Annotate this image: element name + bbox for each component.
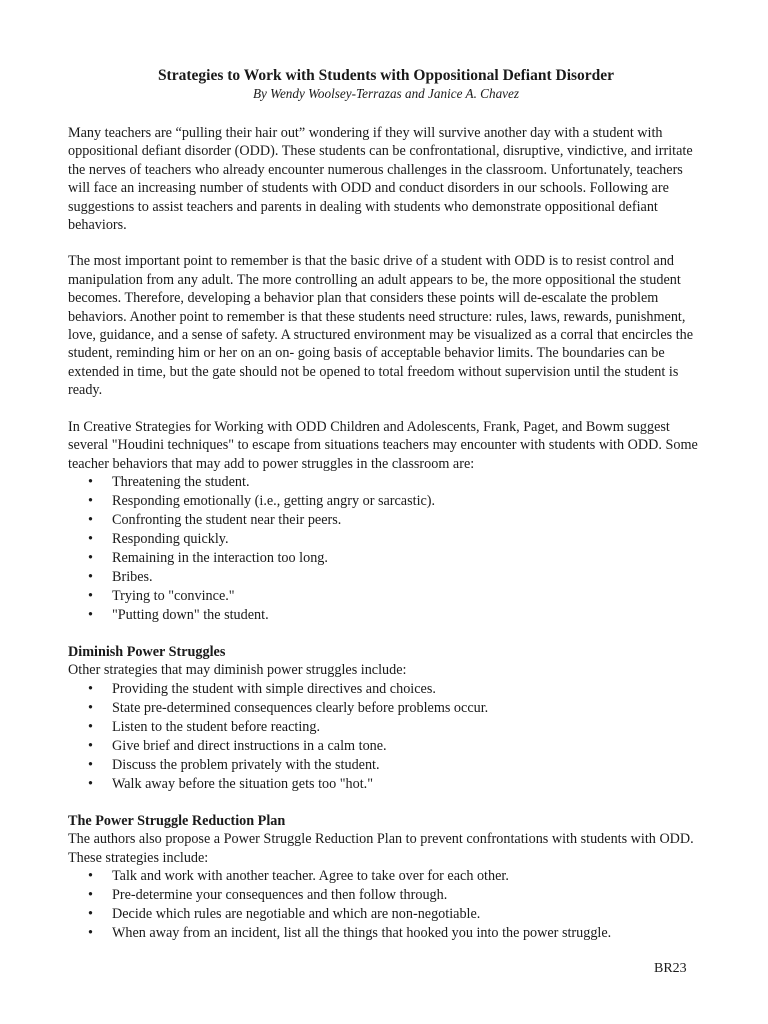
list-item-text: Give brief and direct instructions in a calm tone. (112, 737, 387, 754)
list-item-text: Threatening the student. (112, 473, 250, 490)
reduction-plan-list (68, 867, 704, 943)
bullet-icon: • (88, 606, 93, 623)
bullet-icon: • (88, 867, 93, 884)
list-item (68, 492, 704, 511)
document-byline: By Wendy Woolsey-Terrazas and Janice A. Chavez (252, 86, 520, 101)
list-item-text: Responding emotionally (i.e., getting angry or sarcastic). (112, 492, 436, 509)
document-page (68, 66, 704, 961)
bullet-icon: • (88, 587, 93, 604)
list-item (68, 511, 704, 530)
list-item-text: Discuss the problem privately with the student. (112, 756, 380, 773)
paragraph-intro: Many teachers are “pulling their hair out” wondering if they will survive another day with a student with oppositional defiant disorder (ODD). These students can be confrontational, disruptive, vindictive, and irritate the nerves of teachers who already encounter numerous challenges in the classroom. Unfortunately, teachers will face an increasing number of students with ODD and conduct disorders in our schools. Following are suggestions to assist teachers and parents in dealing with students who demonstrate oppositional defiant behaviors. (68, 125, 693, 234)
list-item (68, 530, 704, 549)
section-intro-reduction-plan: The authors also propose a Power Struggle Reduction Plan to prevent confrontations with students with ODD. These strategies include: (68, 831, 694, 866)
list-item-text: Trying to "convince." (112, 587, 235, 604)
list-item (68, 737, 704, 756)
bullet-icon: • (88, 924, 93, 941)
bullet-icon: • (88, 905, 93, 922)
bullet-icon: • (88, 530, 93, 547)
list-item-text: Providing the student with simple directives and choices. (112, 680, 436, 697)
list-item-text: Responding quickly. (112, 530, 229, 547)
list-item-text: State pre-determined consequences clearly before problems occur. (112, 699, 489, 716)
list-item (68, 680, 704, 699)
paragraph-basic-drive: The most important point to remember is that the basic drive of a student with ODD is to resist control and manipulation from any adult. The more controlling an adult appears to be, the more oppositional the student becomes. Therefore, developing a behavior plan that considers these points will de-escalate the problem behaviors. Another point to remember is that these students need structure: rules, laws, rewards, punishment, love, guidance, and a sense of safety. A structured environment may be visualized as a corral that encircles the student, reminding him or her on an on- going basis of acceptable behavior limits. The boundaries can be extended in time, but the gate should not be opened to total freedom without supervision until the student is ready. (68, 253, 694, 399)
teacher-behaviors-list (68, 473, 704, 625)
bullet-icon: • (88, 492, 93, 509)
bullet-icon: • (88, 756, 93, 773)
paragraph-houdini-techniques: In Creative Strategies for Working with ODD Children and Adolescents, Frank, Paget, and Bowm suggest several "Houdini techniques" to escape from situations teachers may encounter with students with ODD. Some teacher behaviors that may add to power struggles in the classroom are: (68, 418, 698, 472)
list-item (68, 473, 704, 492)
section-intro-diminish: Other strategies that may diminish power struggles include: (68, 662, 407, 679)
list-item-text: When away from an incident, list all the things that hooked you into the power struggle. (112, 924, 612, 941)
list-item-text: Confronting the student near their peers. (112, 511, 342, 528)
list-item-text: "Putting down" the student. (112, 606, 269, 623)
list-item (68, 775, 704, 794)
bullet-icon: • (88, 699, 93, 716)
section-heading-power-struggle-reduction-plan: The Power Struggle Reduction Plan (68, 812, 286, 829)
list-item (68, 756, 704, 775)
bullet-icon: • (88, 737, 93, 754)
document-title: Strategies to Work with Students with Oppositional Defiant Disorder (157, 67, 615, 84)
bullet-icon: • (88, 473, 93, 490)
diminish-strategies-list (68, 680, 704, 794)
bullet-icon: • (88, 680, 93, 697)
section-heading-diminish-power-struggles: Diminish Power Struggles (68, 643, 226, 660)
list-item (68, 867, 704, 886)
list-item-text: Bribes. (112, 568, 153, 585)
list-item (68, 699, 704, 718)
list-item (68, 905, 704, 924)
list-item-text: Decide which rules are negotiable and which are non-negotiable. (112, 905, 481, 922)
list-item (68, 587, 704, 606)
bullet-icon: • (88, 511, 93, 528)
bullet-icon: • (88, 718, 93, 735)
list-item-text: Talk and work with another teacher. Agree to take over for each other. (112, 867, 509, 884)
page-number: BR23 (654, 961, 687, 976)
list-item-text: Pre-determine your consequences and then follow through. (112, 886, 448, 903)
list-item-text: Remaining in the interaction too long. (112, 549, 328, 566)
list-item (68, 606, 704, 625)
list-item-text: Listen to the student before reacting. (112, 718, 321, 735)
list-item (68, 568, 704, 587)
list-item (68, 924, 704, 943)
list-item-text: Walk away before the situation gets too "hot." (112, 775, 374, 792)
bullet-icon: • (88, 568, 93, 585)
bullet-icon: • (88, 886, 93, 903)
list-item (68, 549, 704, 568)
list-item (68, 718, 704, 737)
bullet-icon: • (88, 775, 93, 792)
list-item (68, 886, 704, 905)
bullet-icon: • (88, 549, 93, 566)
